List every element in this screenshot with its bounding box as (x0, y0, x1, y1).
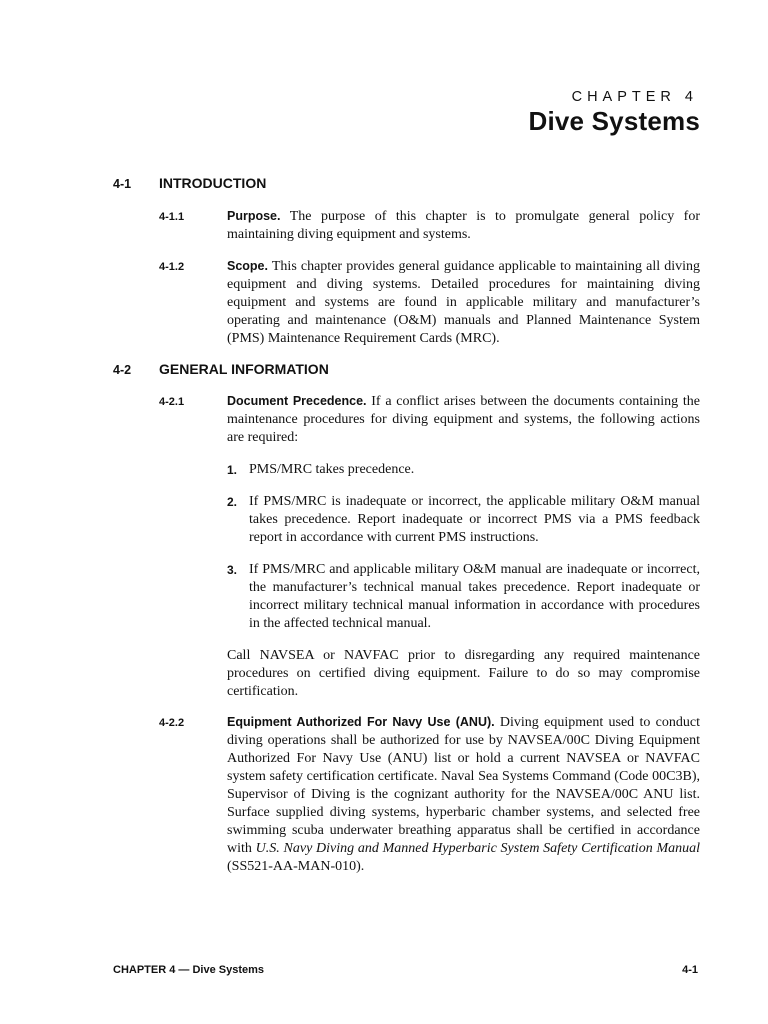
paragraph-title: Purpose. (227, 209, 281, 223)
footer-page-number: 4-1 (682, 964, 698, 976)
paragraph-number: 4-1.2 (159, 261, 185, 273)
chapter-title: Dive Systems (528, 106, 700, 136)
list-item (227, 461, 700, 479)
list-item (227, 493, 700, 547)
section-number: 4-1 (113, 177, 132, 191)
paragraph-text: This chapter provides general guidance applicable to maintaining all diving equipment and diving systems. Detailed procedures for maintaining diving equipment and systems are found in applicable military and manufacturer’s operating and maintenance (O&M) manuals and Planned Maintenance System (PMS) Maintenance Requirement Cards (MRC). (227, 259, 700, 346)
paragraph-number: 4-1.1 (159, 211, 185, 223)
paragraph-number: 4-2.1 (159, 396, 185, 408)
paragraph-title: Equipment Authorized For Navy Use (ANU). (227, 715, 495, 729)
list-number: 1. (227, 463, 238, 477)
list-number: 3. (227, 563, 238, 577)
manual-reference-code: (SS521-AA-MAN-010). (227, 859, 365, 874)
list-text: PMS/MRC takes precedence. (249, 462, 415, 477)
paragraph-scope (159, 257, 700, 348)
section-number: 4-2 (113, 363, 132, 377)
paragraph-title: Scope. (227, 259, 268, 273)
paragraph-equipment-anu (159, 713, 700, 876)
list-text: If PMS/MRC and applicable military O&M manual are inadequate or incorrect, the manufacturer’s technical manual takes precedence. Report inadequate or incorrect military technical manual information in accordance with procedures in the affected technical manual. (249, 562, 700, 631)
paragraph-title: Document Precedence. (227, 394, 367, 408)
paragraph-document-precedence (159, 392, 700, 447)
chapter-label: CHAPTER 4 (571, 89, 698, 105)
list-text: If PMS/MRC is inadequate or incorrect, the applicable military O&M manual takes precedence. Report inadequate or incorrect PMS via a PMS feedback report in accordance with current PMS instructions. (249, 494, 700, 545)
paragraph-text: The purpose of this chapter is to promulgate general policy for maintaining diving equipment and systems. (227, 209, 701, 242)
paragraph-number: 4-2.2 (159, 717, 185, 729)
footer-chapter: CHAPTER 4 — Dive Systems (113, 964, 264, 976)
section-heading-introduction (113, 175, 266, 191)
paragraph-purpose (159, 207, 700, 244)
paragraph-text: If a conflict arises between the documents containing the maintenance procedures for diving equipment and systems, the following actions are required: (227, 394, 700, 445)
section-title: GENERAL INFORMATION (159, 361, 329, 377)
paragraph-text: Diving equipment used to conduct diving operations shall be authorized for use by NAVSEA/00C Diving Equipment Authorized For Navy Use (ANU) list or hold a current NAVSEA or NAVFAC system safety certification certificate. Naval Sea Systems Command (Code 00C3B), Supervisor of Diving is the cognizant authority for the NAVSEA/00C ANU list. Surface supplied diving systems, hyperbaric chamber systems, and selected free swimming scuba underwater breathing apparatus shall be certified in accordance with (227, 715, 700, 856)
manual-reference-title: U.S. Navy Diving and Manned Hyperbaric System Safety Certification Manual (255, 841, 701, 856)
section-heading-general-information (113, 361, 329, 377)
closing-note: Call NAVSEA or NAVFAC prior to disregarding any required maintenance procedures on certified diving equipment. Failure to do so may compromise certification. (227, 648, 700, 699)
list-item (227, 561, 700, 633)
list-number: 2. (227, 495, 238, 509)
section-title: INTRODUCTION (159, 175, 267, 191)
